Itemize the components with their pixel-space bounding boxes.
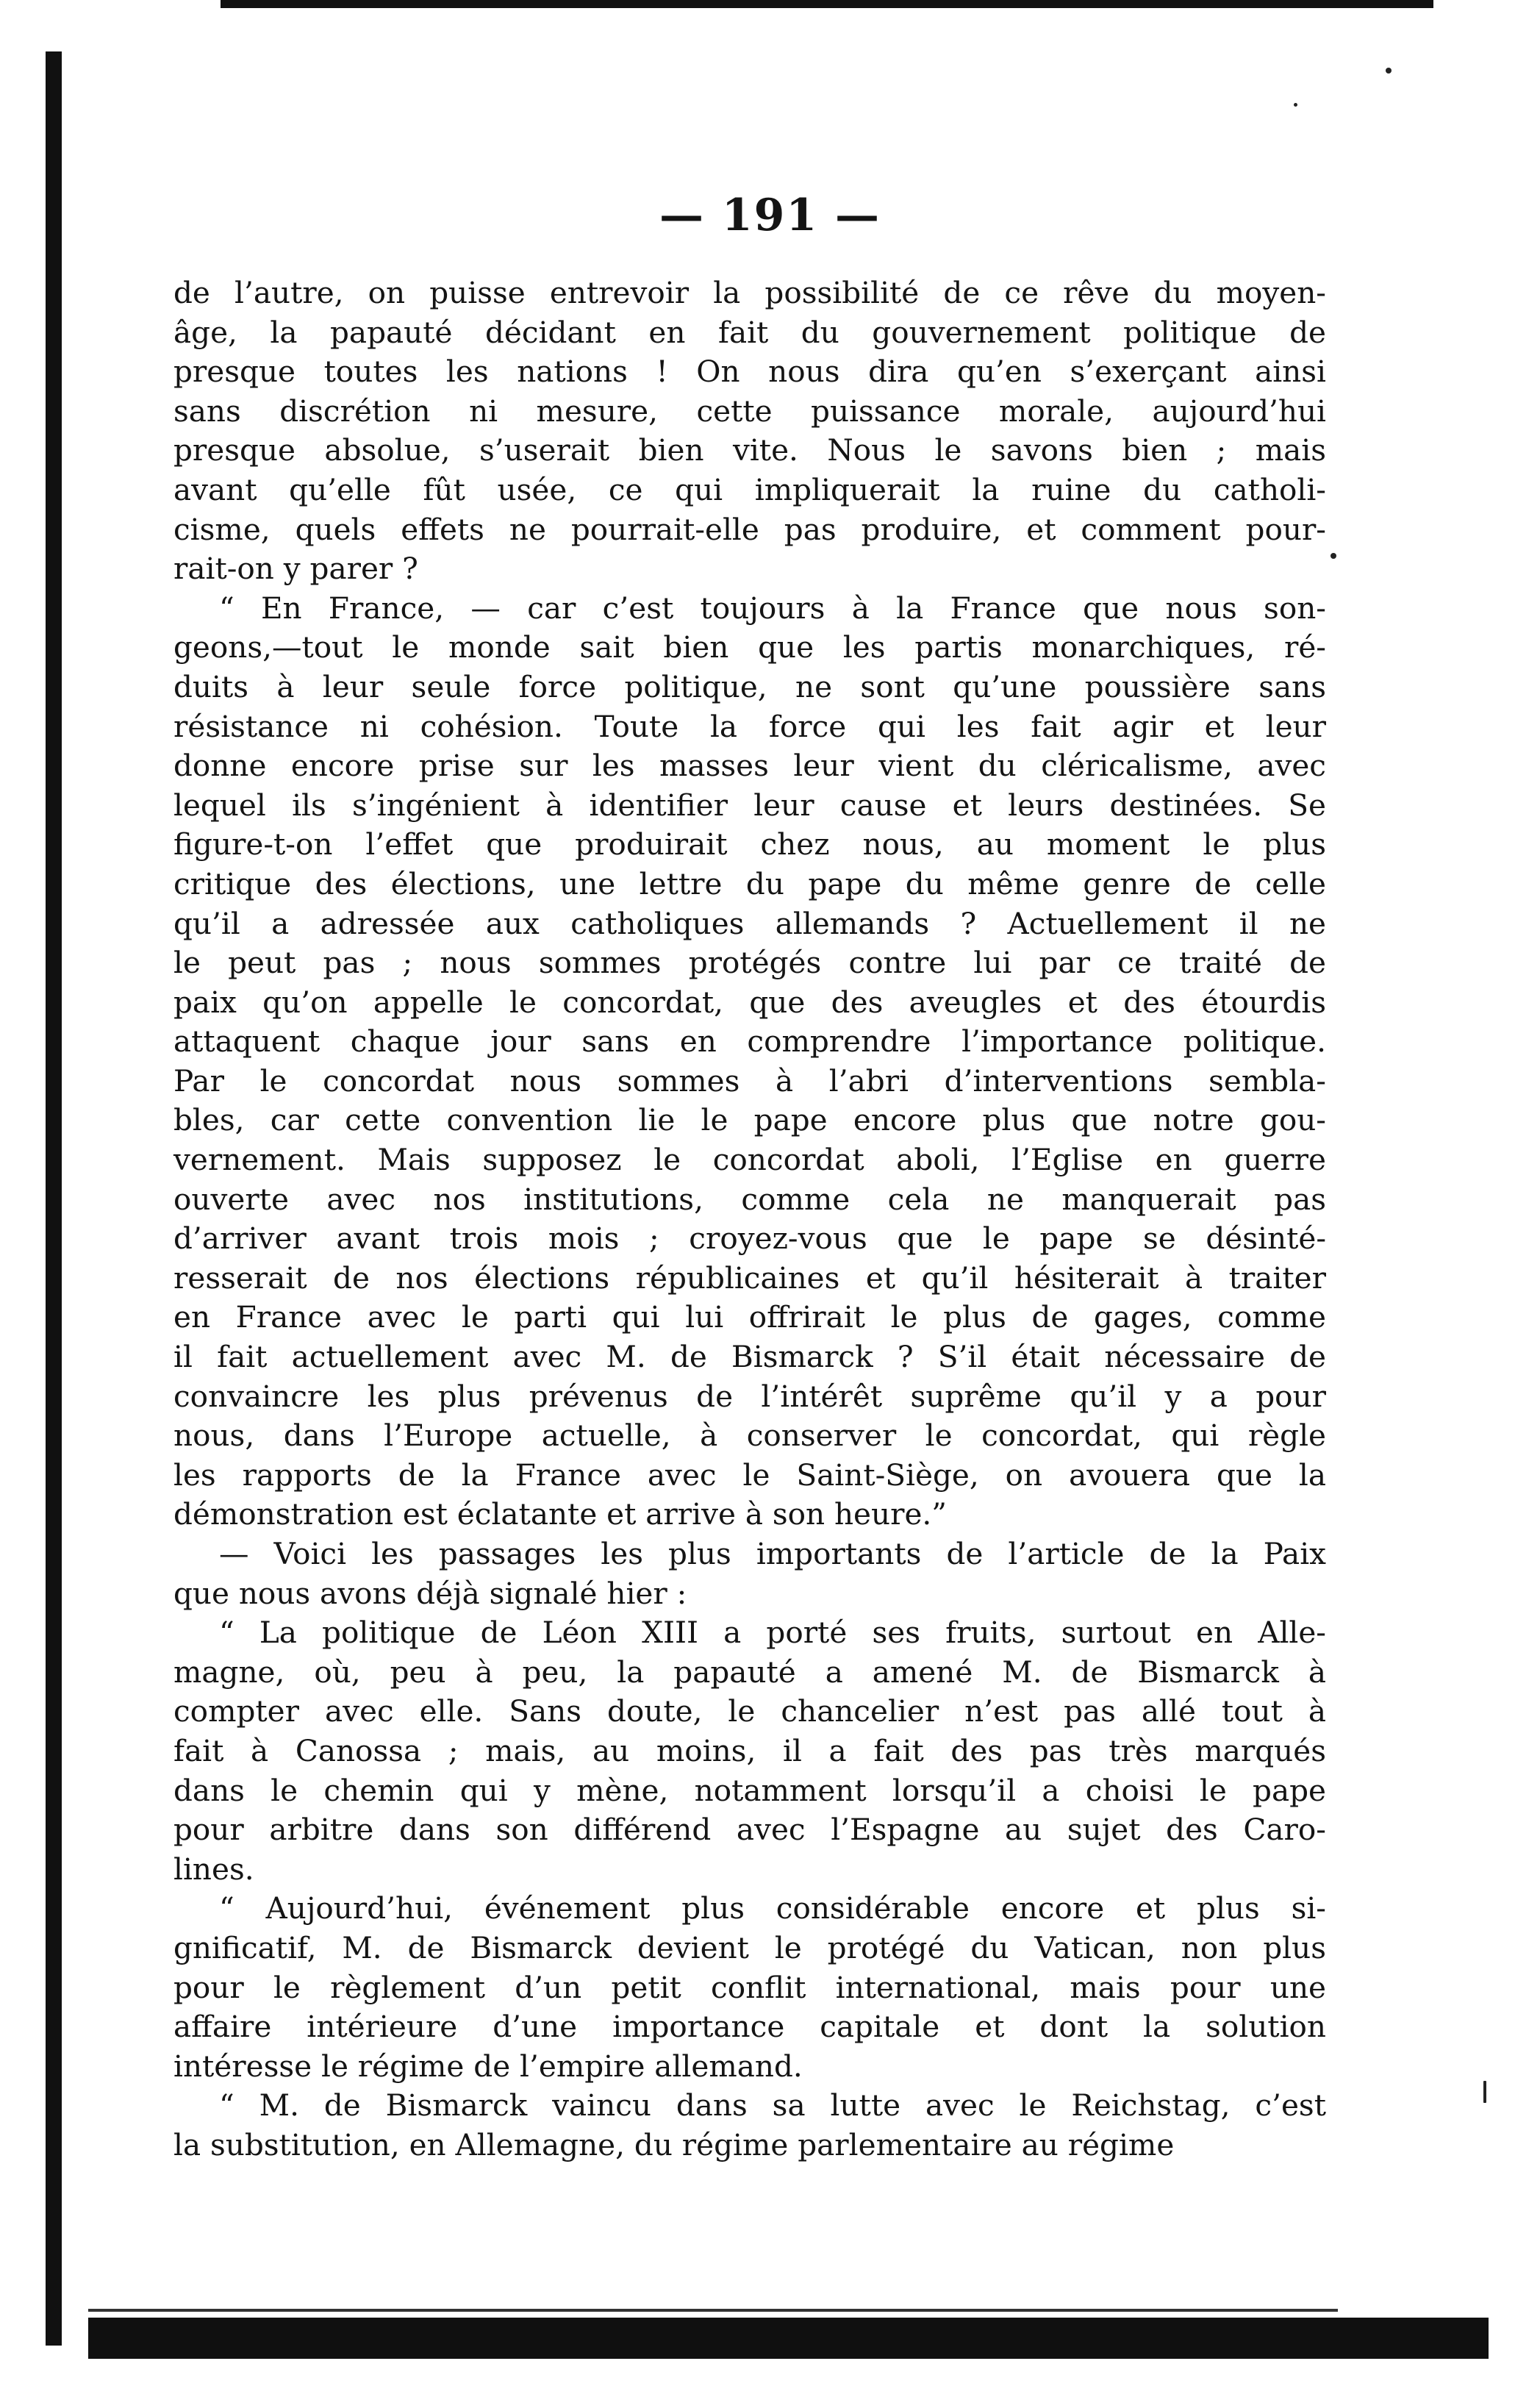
scan-border-top: [221, 0, 1433, 13]
paragraph: [173, 2086, 1326, 2165]
text-line: duits à leur seule force politique, ne sont qu’une poussière sans: [173, 668, 1326, 704]
text-line: le peut pas ; nous sommes protégés contre lui par ce traité de: [173, 945, 1326, 981]
text-line: fait à Canossa ; mais, au moins, il a fait des pas très marqués: [173, 1732, 1326, 1768]
scan-speck: [1331, 553, 1336, 559]
text-line: “ La politique de Léon XIII a porté ses fruits, surtout en Alle-: [219, 1615, 1326, 1651]
text-line: la substitution, en Allemagne, du régime parlementaire au régime: [173, 2126, 1175, 2162]
text-line: en France avec le parti qui lui offrirait le plus de gages, comme: [173, 1299, 1326, 1335]
scan-border-left: [46, 51, 62, 2346]
scan-speck: [1483, 2081, 1486, 2103]
text-line: vernement. Mais supposez le concordat aboli, l’Eglise en guerre: [173, 1142, 1326, 1178]
text-line: qu’il a adressée aux catholiques allemands ? Actuellement il ne: [173, 905, 1326, 941]
text-line: — Voici les passages les plus importants de l’article de la Paix: [219, 1536, 1326, 1571]
text-line: affaire intérieure d’une importance capitale et dont la solution: [173, 2009, 1326, 2045]
text-line: lines.: [173, 1851, 254, 1887]
scan-speck: [1294, 103, 1297, 107]
text-line: “ M. de Bismarck vaincu dans sa lutte avec le Reichstag, c’est: [219, 2087, 1326, 2124]
text-line: paix qu’on appelle le concordat, que des aveugles et des étourdis: [173, 984, 1326, 1020]
text-line: convaincre les plus prévenus de l’intérêt suprême qu’il y a pour: [173, 1378, 1326, 1414]
paragraph: [173, 274, 1326, 589]
text-line: les rapports de la France avec le Saint-Siège, on avouera que la: [173, 1457, 1326, 1493]
text-line: critique des élections, une lettre du pape du même genre de celle: [173, 865, 1326, 901]
text-line: ouverte avec nos institutions, comme cela ne manquerait pas: [173, 1181, 1326, 1217]
paragraph: [173, 589, 1326, 1535]
body-text: [173, 274, 1326, 2165]
text-line: cisme, quels effets ne pourrait-elle pas produire, et comment pour-: [173, 511, 1326, 547]
text-line: résistance ni cohésion. Toute la force qui les fait agir et leur: [173, 708, 1326, 744]
text-line: attaquent chaque jour sans en comprendre l’importance politique.: [173, 1024, 1326, 1060]
paragraph: [173, 1613, 1326, 1889]
text-line: il fait actuellement avec M. de Bismarck ? S’il était nécessaire de: [173, 1339, 1326, 1375]
text-line: presque toutes les nations ! On nous dira qu’en s’exerçant ainsi: [173, 354, 1326, 390]
paragraph: [173, 1889, 1326, 2086]
text-line: démonstration est éclatante et arrive à son heure.”: [173, 1496, 948, 1532]
scan-speck: [1386, 68, 1392, 74]
scan-border-bottom: [88, 2318, 1489, 2359]
text-line: que nous avons déjà signalé hier :: [173, 1575, 687, 1611]
text-line: dans le chemin qui y mène, notamment lorsqu’il a choisi le pape: [173, 1772, 1326, 1808]
text-line: “ En France, — car c’est toujours à la France que nous son-: [219, 590, 1326, 626]
text-line: nous, dans l’Europe actuelle, à conserver le concordat, qui règle: [173, 1418, 1326, 1454]
text-line: pour arbitre dans son différend avec l’Espagne au sujet des Caro-: [173, 1812, 1326, 1848]
text-line: donne encore prise sur les masses leur vient du cléricalisme, avec: [173, 748, 1326, 784]
text-line: gnificatif, M. de Bismarck devient le protégé du Vatican, non plus: [173, 1929, 1326, 1965]
text-line: geons,—tout le monde sait bien que les partis monarchiques, ré-: [173, 629, 1326, 665]
text-line: lequel ils s’ingénient à identifier leur cause et leurs destinées. Se: [173, 787, 1326, 823]
text-line: rait-on y parer ?: [173, 551, 418, 587]
text-line: “ Aujourd’hui, événement plus considérable encore et plus si-: [219, 1890, 1326, 1926]
text-line: bles, car cette convention lie le pape encore plus que notre gou-: [173, 1102, 1326, 1138]
text-line: sans discrétion ni mesure, cette puissance morale, aujourd’hui: [173, 393, 1326, 429]
text-line: compter avec elle. Sans doute, le chancelier n’est pas allé tout à: [173, 1693, 1326, 1729]
text-line: pour le règlement d’un petit conflit international, mais pour une: [173, 1969, 1326, 2005]
text-line: âge, la papauté décidant en fait du gouvernement politique de: [173, 314, 1326, 350]
page-number: — 191 —: [659, 190, 881, 241]
text-line: figure-t-on l’effet que produirait chez nous, au moment le plus: [173, 826, 1326, 862]
text-line: resserait de nos élections républicaines et qu’il hésiterait à traiter: [173, 1260, 1326, 1296]
paragraph: [173, 1535, 1326, 1613]
text-line: intéresse le régime de l’empire allemand.: [173, 2048, 803, 2084]
text-line: presque absolue, s’userait bien vite. Nous le savons bien ; mais: [173, 432, 1326, 468]
text-line: d’arriver avant trois mois ; croyez-vous que le pape se désinté-: [173, 1221, 1326, 1257]
text-line: magne, où, peu à peu, la papauté a amené M. de Bismarck à: [173, 1654, 1326, 1690]
text-line: avant qu’elle fût usée, ce qui impliquerait la ruine du catholi-: [173, 471, 1326, 507]
text-line: de l’autre, on puisse entrevoir la possibilité de ce rêve du moyen-: [173, 275, 1326, 310]
text-line: Par le concordat nous sommes à l’abri d’interventions sembla-: [173, 1062, 1326, 1099]
